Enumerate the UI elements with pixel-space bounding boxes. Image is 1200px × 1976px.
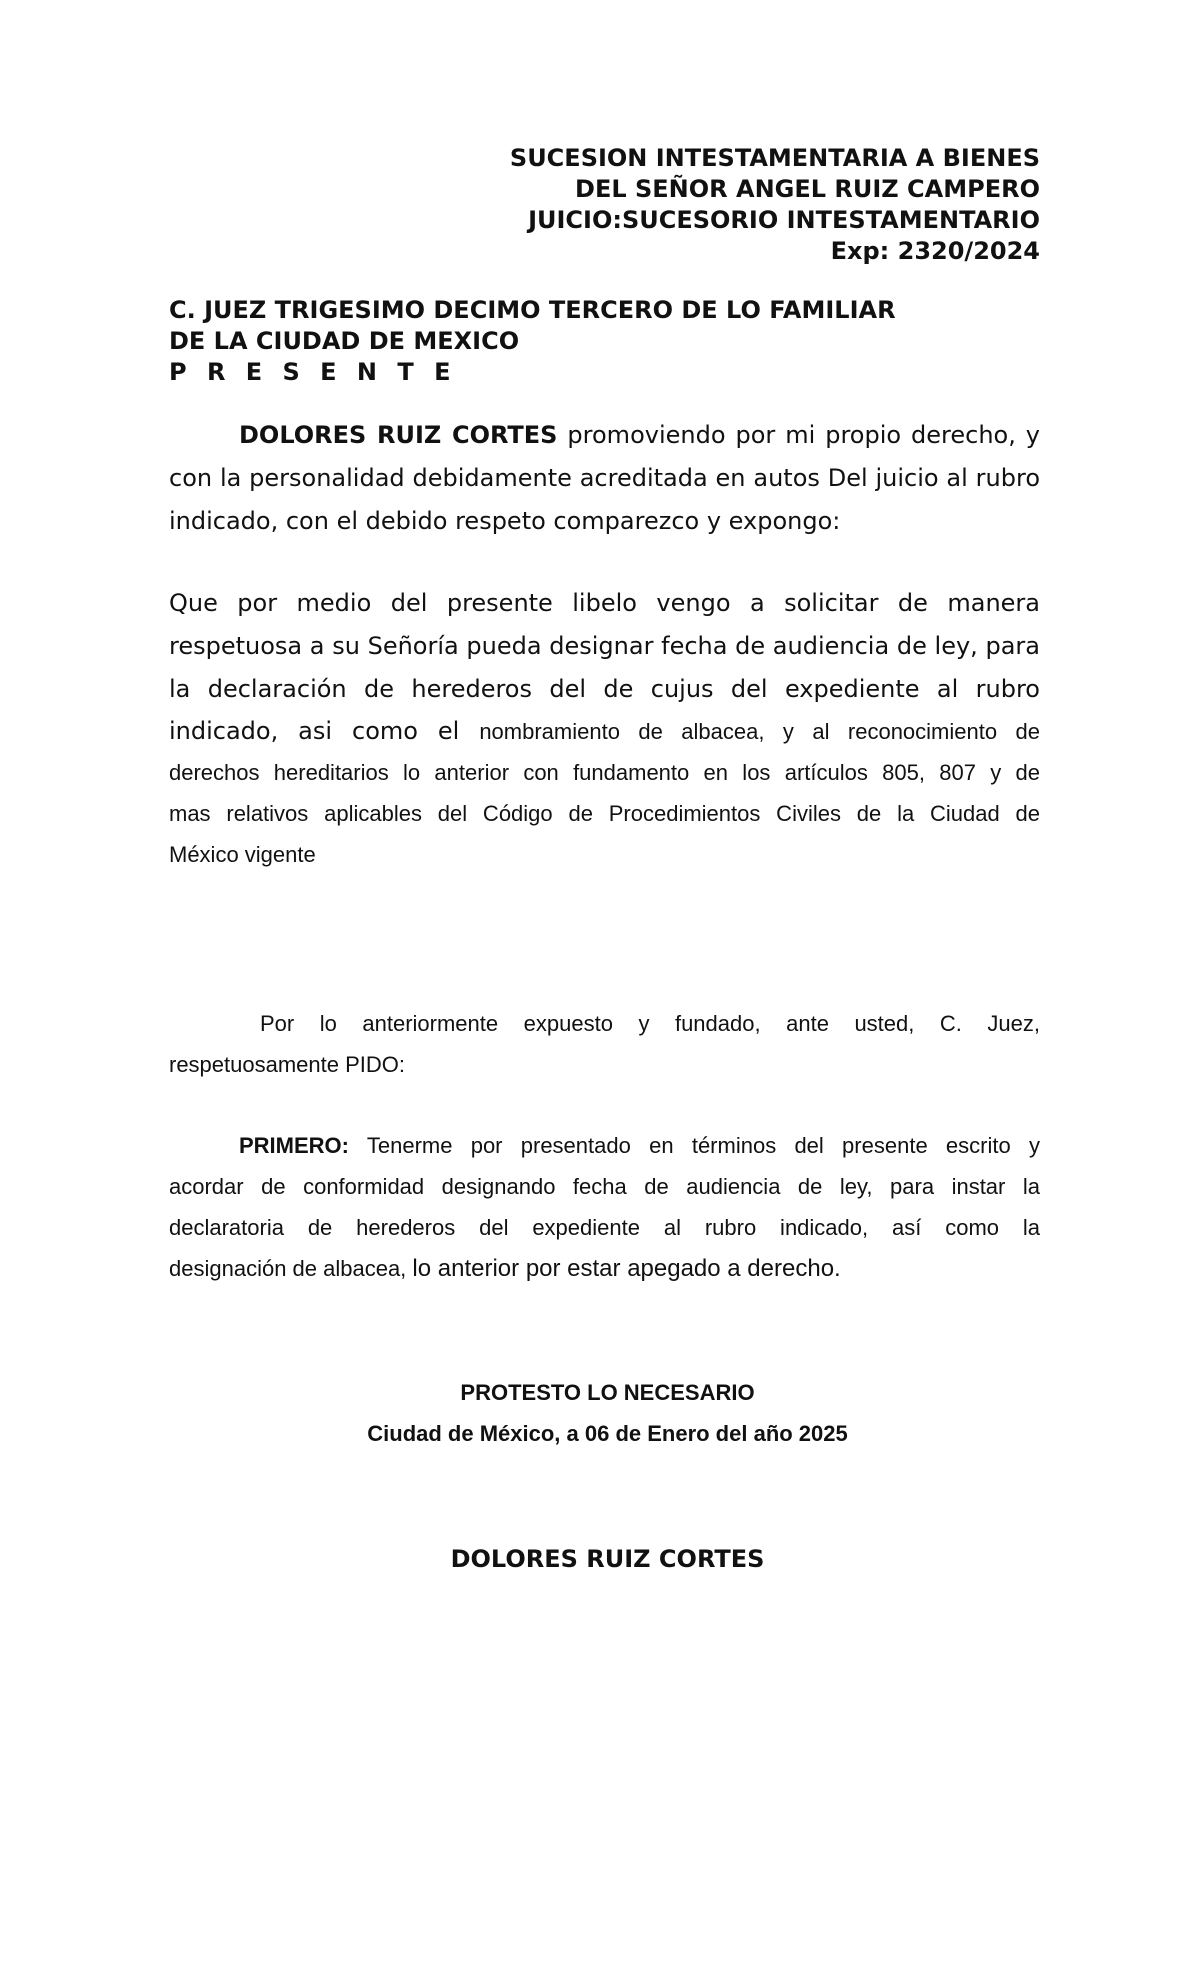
main-line-4-end: nombramiento de albacea, y al reconocimiento de: [479, 719, 1041, 744]
file-number: Exp: 2320/2024: [830, 237, 1040, 265]
main-line-1: Que por medio del presente libelo vengo a solicitar de manera: [169, 589, 1040, 617]
main-line-6: mas relativos aplicables del Código de Procedimientos Civiles de la Ciudad de: [169, 801, 1040, 826]
addressee-block: [169, 295, 896, 388]
main-line-2: respetuosa a su Señoría pueda designar fecha de audiencia de ley, para: [169, 632, 1040, 660]
addressee-judge: C. JUEZ TRIGESIMO DECIMO TERCERO DE LO FAMILIAR: [169, 296, 896, 324]
intro-paragraph: [169, 414, 1040, 543]
main-line-3: la declaración de herederos del de cujus del expediente al rubro: [169, 675, 1040, 703]
case-title-line-2: DEL SEÑOR ANGEL RUIZ CAMPERO: [575, 175, 1040, 203]
primero-label: PRIMERO:: [239, 1133, 349, 1158]
primero-line-4: [169, 1248, 1040, 1289]
intro-text: promoviendo por mi propio derecho, y con la personalidad debidamente acreditada en autos Del juicio al rubro indicado, con el debido respeto comparezco y expongo:: [169, 421, 1040, 535]
main-paragraph-part-1: [169, 582, 1040, 711]
main-line-7: México vigente: [169, 842, 316, 867]
primero-paragraph: [169, 1125, 1040, 1289]
case-header: [510, 143, 1040, 267]
primero-line-1: [169, 1125, 1040, 1166]
main-line-4: [169, 711, 1040, 752]
primero-line-3: declaratoria de herederos del expediente al rubro indicado, así como la: [169, 1215, 1040, 1240]
place-date-line: Ciudad de México, a 06 de Enero del año 2025: [367, 1421, 848, 1446]
addressee-presente: P R E S E N T E: [169, 358, 457, 386]
protesto-line: PROTESTO LO NECESARIO: [460, 1380, 755, 1405]
main-line-5: derechos hereditarios lo anterior con fundamento en los artículos 805, 807 y de: [169, 760, 1040, 785]
case-type-line: JUICIO:SUCESORIO INTESTAMENTARIO: [528, 206, 1040, 234]
case-title-line-1: SUCESION INTESTAMENTARIA A BIENES: [509, 144, 1040, 172]
primero-line-4-end: lo anterior por estar apegado a derecho.: [412, 1255, 841, 1282]
addressee-city: DE LA CIUDAD DE MEXICO: [169, 327, 520, 355]
request-line-1: Por lo anteriormente expuesto y fundado, ante usted, C. Juez,: [260, 1011, 1040, 1036]
main-paragraph-part-2: [169, 711, 1040, 875]
request-paragraph: [169, 1003, 1040, 1085]
primero-line-4-start: designación de albacea,: [169, 1256, 413, 1281]
signature-name: DOLORES RUIZ CORTES: [450, 1545, 765, 1573]
promoter-name: DOLORES RUIZ CORTES: [239, 421, 558, 449]
primero-line-2: acordar de conformidad designando fecha de audiencia de ley, para instar la: [169, 1174, 1040, 1199]
primero-line-1-text: Tenerme por presentado en términos del presente escrito y: [349, 1133, 1040, 1158]
request-line-2: respetuosamente PIDO:: [169, 1052, 406, 1077]
main-line-4-start: indicado, asi como el: [169, 717, 480, 745]
